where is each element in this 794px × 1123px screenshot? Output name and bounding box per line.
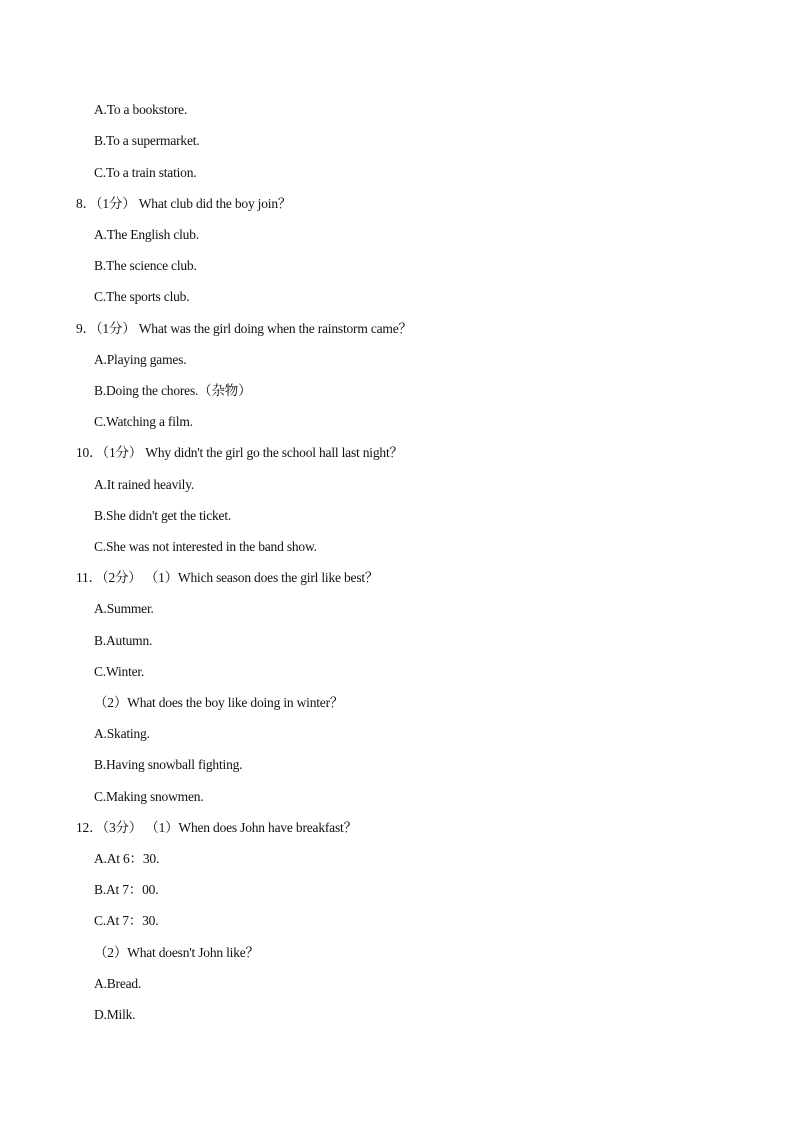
q11-question: 11．（2分） （1）Which season does the girl like best？	[76, 570, 379, 585]
q11-part1-option-c: C.Winter.	[94, 664, 145, 679]
q12-part1-option-c: C.At 7：30.	[94, 913, 159, 928]
q11-part2-option-c: C.Making snowmen.	[94, 789, 204, 804]
q7-option-c: C.To a train station.	[94, 165, 197, 180]
q7-option-a: A.To a bookstore.	[94, 102, 188, 117]
q12-subquestion-2: （2）What doesn't John like？	[94, 945, 259, 960]
q8-question: 8．（1分） What club did the boy join？	[76, 196, 292, 211]
q10-option-a: A.It rained heavily.	[94, 477, 195, 492]
q8-option-b: B.The science club.	[94, 258, 197, 273]
q11-subquestion-2: （2）What does the boy like doing in winter？	[94, 695, 344, 710]
q12-question: 12．（3分） （1）When does John have breakfast？	[76, 820, 357, 835]
q10-option-c: C.She was not interested in the band show.	[94, 539, 317, 554]
q9-option-b: B.Doing the chores.（杂物）	[94, 383, 252, 398]
q9-question: 9．（1分） What was the girl doing when the rainstorm came？	[76, 321, 412, 336]
q8-option-c: C.The sports club.	[94, 289, 190, 304]
q11-part2-option-b: B.Having snowball fighting.	[94, 757, 243, 772]
q11-part1-option-a: A.Summer.	[94, 601, 154, 616]
q7-option-b: B.To a supermarket.	[94, 133, 200, 148]
q12-part2-option-d: D.Milk.	[94, 1007, 136, 1022]
q8-option-a: A.The English club.	[94, 227, 199, 242]
q12-part1-option-b: B.At 7：00.	[94, 882, 159, 897]
q12-part1-option-a: A.At 6：30.	[94, 851, 160, 866]
q11-part1-option-b: B.Autumn.	[94, 633, 153, 648]
q12-part2-option-a: A.Bread.	[94, 976, 142, 991]
q9-option-a: A.Playing games.	[94, 352, 187, 367]
q11-part2-option-a: A.Skating.	[94, 726, 150, 741]
q10-question: 10．（1分） Why didn't the girl go the school hall last night？	[76, 445, 403, 460]
q9-option-c: C.Watching a film.	[94, 414, 193, 429]
q10-option-b: B.She didn't get the ticket.	[94, 508, 232, 523]
